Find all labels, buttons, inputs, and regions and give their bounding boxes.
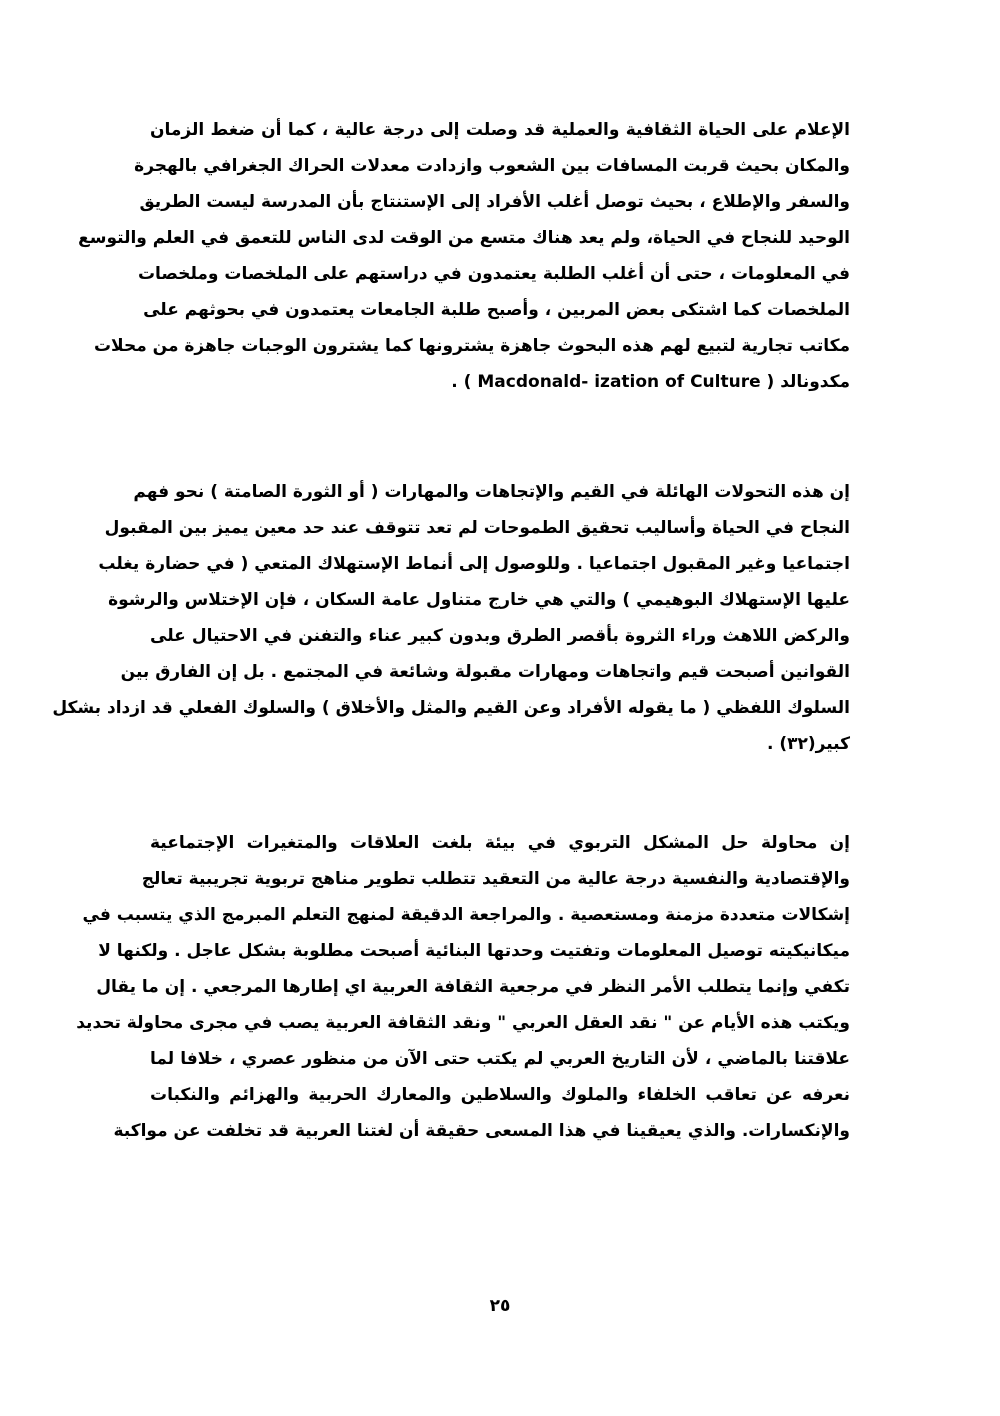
paragraph-line: الملخصات كما اشتكى بعض المربين ، وأصبح طلبة الجامعات يعتمدون في بحوثهم على bbox=[143, 300, 850, 320]
paragraph-line: السلوك اللفظي ( ما يقوله الأفراد وعن القيم والمثل والأخلاق ) والسلوك الفعلي قد ازداد بشكل bbox=[52, 698, 850, 718]
paragraph-line: إن محاولة حل المشكل التربوي في بيئة بلغت العلاقات والمتغيرات الإجتماعية bbox=[150, 833, 850, 853]
paragraph-line: كبير(٣٢) . bbox=[766, 734, 850, 754]
paragraph-line: إن هذه التحولات الهائلة في القيم والإتجاهات والمهارات ( أو الثورة الصامتة ) نحو فهم bbox=[133, 482, 850, 502]
paragraph-line: ميكانيكيته توصيل المعلومات وتفتيت وحدتها البنائية أصبحت مطلوبة بشكل عاجل . ولكنها لا bbox=[98, 941, 850, 961]
paragraph-3 bbox=[76, 825, 850, 1149]
paragraph-line: والركض اللاهث وراء الثروة بأقصر الطرق وبدون كبير عناء والتفنن في الاحتيال على bbox=[150, 626, 850, 646]
paragraph-line: الوحيد للنجاح في الحياة، ولم يعد هناك متسع من الوقت لدى الناس للتعمق في العلم والتوسع bbox=[78, 228, 850, 248]
paragraph-line: النجاح في الحياة وأساليب تحقيق الطموحات لم تعد تتوقف عند حد معين يميز بين المقبول bbox=[104, 518, 850, 538]
paragraph-line: القوانين أصبحت قيم واتجاهات ومهارات مقبولة وشائعة في المجتمع . بل إن الفارق بين bbox=[120, 662, 850, 682]
paragraph-line: والسفر والإطلاع ، بحيث توصل أغلب الأفراد إلى الإستنتاج بأن المدرسة ليست الطريق bbox=[139, 192, 850, 212]
paragraph-line: علاقتنا بالماضي ، لأن التاريخ العربي لم يكتب حتى الآن من منظور عصري ، خلافا لما bbox=[150, 1049, 850, 1069]
paragraph-line: ويكتب هذه الأيام عن " نقد العقل العربي " ونقد الثقافة العربية يصب في مجرى محاولة تحديد bbox=[76, 1013, 850, 1033]
paragraph-line: مكاتب تجارية لتبيع لهم هذه البحوث جاهزة يشترونها كما يشترون الوجبات جاهزة من محلات bbox=[93, 336, 850, 356]
paragraph-line: في المعلومات ، حتى أن أغلب الطلبة يعتمدون في دراستهم على الملخصات وملخصات bbox=[137, 264, 850, 284]
paragraph-line: والمكان بحيث قربت المسافات بين الشعوب وازدادت معدلات الحراك الجغرافي بالهجرة bbox=[134, 156, 850, 176]
page-number: ٢٥ bbox=[489, 1296, 511, 1316]
paragraph-line: الإعلام على الحياة الثقافية والعملية قد وصلت إلى درجة عالية ، كما أن ضغط الزمان bbox=[150, 120, 850, 140]
paragraph-line: عليها الإستهلاك البوهيمي ) والتي هي خارج متناول عامة السكان ، فإن الإختلاس والرشوة bbox=[108, 590, 850, 610]
paragraph-1 bbox=[78, 112, 850, 400]
paragraph-line: نعرفه عن تعاقب الخلفاء والملوك والسلاطين والمعارك الحربية والهزائم والنكبات bbox=[150, 1085, 850, 1105]
paragraph-line: تكفي وإنما يتطلب الأمر النظر في مرجعية الثقافة العربية اي إطارها المرجعي . إن ما يقال bbox=[96, 977, 850, 997]
paragraph-line: اجتماعيا وغير المقبول اجتماعيا . وللوصول إلى أنماط الإستهلاك المتعي ( في حضارة يغلب bbox=[98, 554, 850, 574]
paragraph-line: والإنكسارات. والذي يعيقينا في هذا المسعى حقيقة أن لغتنا العربية قد تخلفت عن مواكبة bbox=[113, 1121, 850, 1141]
paragraph-line: والإقتصادية والنفسية درجة عالية من التعقيد تتطلب تطوير مناهج تربوية تجريبية تعالج bbox=[141, 869, 850, 889]
paragraph-2 bbox=[52, 474, 850, 762]
paragraph-line: إشكالات متعددة مزمنة ومستعصية . والمراجعة الدقيقة لمنهج التعلم المبرمج الذي يتسبب في bbox=[82, 905, 850, 925]
paragraph-line: مكدونالد ( Macdonald- ization of Culture ) . bbox=[451, 372, 850, 392]
